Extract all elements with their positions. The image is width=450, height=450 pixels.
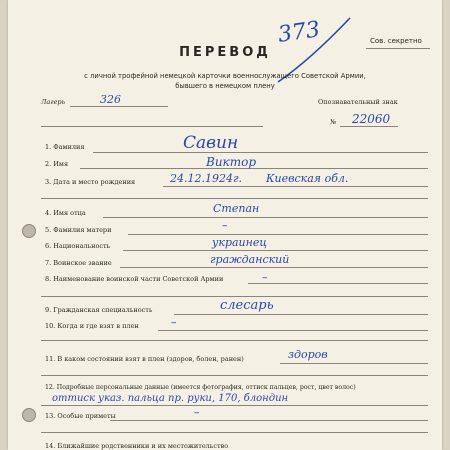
field-label-unit: 8. Наименование воинской части Советской Армии xyxy=(45,275,224,283)
divider xyxy=(41,198,428,199)
field-value-nationality: украинец xyxy=(212,236,268,249)
field-value-rank: гражданский xyxy=(210,253,290,266)
divider xyxy=(41,405,428,406)
handwritten-number: 373 xyxy=(276,17,322,48)
field-label-name: 2. Имя xyxy=(45,160,69,168)
divider xyxy=(120,267,428,268)
subtitle-line-2: бывшего в немецком плену xyxy=(175,82,275,90)
field-label-father-name: 4. Имя отца xyxy=(45,209,86,217)
field-label-birth: 3. Дата и место рождения xyxy=(45,178,136,186)
divider xyxy=(248,283,428,284)
field-value-condition: здоров xyxy=(288,348,328,361)
divider xyxy=(41,375,428,376)
divider xyxy=(163,186,428,187)
divider xyxy=(280,363,428,364)
field-value-surname: Савин xyxy=(183,133,239,153)
field-value-mother-surname: – xyxy=(222,219,228,232)
punch-hole xyxy=(22,408,36,422)
divider xyxy=(340,126,398,127)
id-tag-value: 22060 xyxy=(352,112,391,126)
field-value-birth-date: 24.12.1924г. xyxy=(170,172,243,185)
camp-label: Лагерь xyxy=(41,98,66,106)
field-value-unit: – xyxy=(262,271,268,284)
field-label-mother-surname: 5. Фамилия матери xyxy=(45,226,112,234)
divider xyxy=(41,432,428,433)
divider xyxy=(41,340,428,341)
field-label-profession: 9. Гражданская специальность xyxy=(45,306,153,314)
id-tag-number-sign: № xyxy=(330,118,337,126)
divider xyxy=(158,330,428,331)
field-value-special-marks: – xyxy=(194,406,200,419)
secrecy-stamp: Сов. секретно xyxy=(370,37,422,45)
field-label-special-marks: 13. Особые приметы xyxy=(45,412,116,420)
field-value-father-name: Степан xyxy=(213,202,260,215)
camp-value: 326 xyxy=(100,93,121,106)
divider xyxy=(174,314,428,315)
field-value-profession: слесарь xyxy=(220,298,274,313)
field-label-relatives: 14. Ближайшие родственники и их местожительство xyxy=(45,442,229,450)
divider xyxy=(128,234,428,235)
field-label-rank: 7. Воинское звание xyxy=(45,259,112,267)
divider xyxy=(110,420,428,421)
divider xyxy=(123,250,428,251)
field-value-name: Виктор xyxy=(206,155,256,169)
document-sheet xyxy=(8,0,442,450)
divider xyxy=(41,296,428,297)
id-tag-label: Опознавательный знак xyxy=(318,98,398,106)
field-value-birth-place: Киевская обл. xyxy=(266,172,349,185)
divider xyxy=(41,126,263,127)
divider xyxy=(103,217,428,218)
field-label-personal-data: 12. Подробные персональные данные (имеется фотография, оттиск пальцев, рост, цвет волос) xyxy=(45,384,356,391)
field-label-surname: 1. Фамилия xyxy=(45,143,85,151)
divider xyxy=(93,152,428,153)
field-label-condition: 11. В каком состоянии взят в плен (здоров, болен, ранен) xyxy=(45,355,244,363)
subtitle-line-1: с личной трофейной немецкой карточки военнослужащего Советской Армии, xyxy=(84,72,366,80)
field-value-captured: – xyxy=(171,316,177,329)
field-label-captured: 10. Когда и где взят в плен xyxy=(45,322,139,330)
punch-hole xyxy=(22,224,36,238)
field-value-personal-data: оттиск указ. пальца пр. руки, 170, блондин xyxy=(52,393,289,404)
divider xyxy=(70,106,168,107)
field-label-nationality: 6. Национальность xyxy=(45,242,111,250)
page-title: ПЕРЕВОД xyxy=(179,45,271,60)
